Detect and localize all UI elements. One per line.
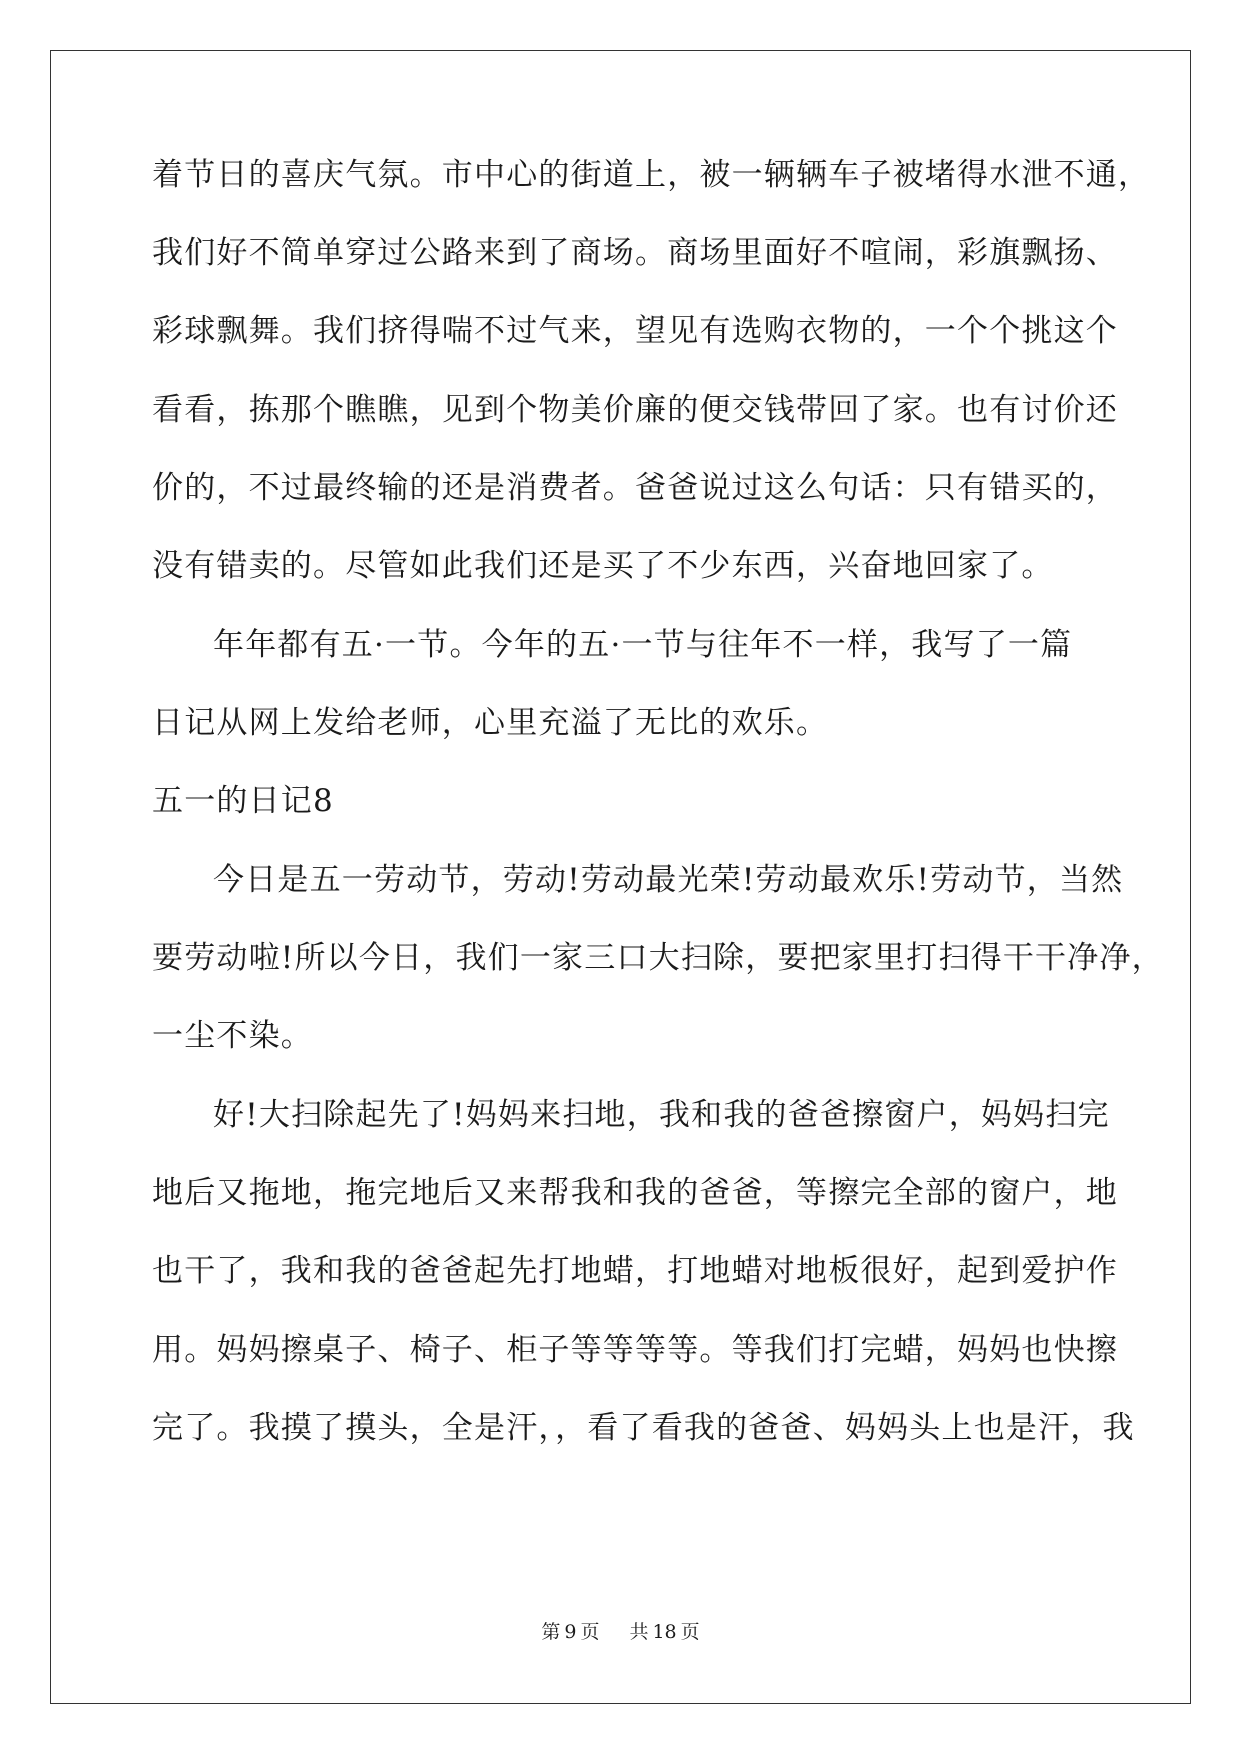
text-line: 也干了，我和我的爸爸起先打地蜡，打地蜡对地板很好，起到爱护作 — [152, 1253, 1118, 1289]
text-line: 地后又拖地，拖完地后又来帮我和我的爸爸，等擦完全部的窗户，地 — [152, 1175, 1118, 1211]
text-line: 一尘不染。 — [152, 1018, 313, 1054]
text-line: 完了。我摸了摸头，全是汗，，看了看我的爸爸、妈妈头上也是汗，我 — [152, 1410, 1135, 1446]
total-label-pre: 共 — [629, 1621, 649, 1643]
text-line: 彩球飘舞。我们挤得喘不过气来，望见有选购衣物的，一个个挑这个 — [152, 313, 1118, 349]
text-line: 用。妈妈擦桌子、椅子、柜子等等等等。等我们打完蜡，妈妈也快擦 — [152, 1332, 1118, 1368]
section-heading: 五一的日记8 — [152, 783, 334, 819]
page-label-post: 页 — [580, 1621, 600, 1643]
text-line: 要劳动啦!所以今日，我们一家三口大扫除，要把家里打扫得干干净净， — [152, 940, 1164, 976]
paragraph-first-line: 今日是五一劳动节，劳动!劳动最光荣!劳动最欢乐!劳动节，当然 — [213, 862, 1124, 898]
text-line: 看看，拣那个瞧瞧，见到个物美价廉的便交钱带回了家。也有讨价还 — [152, 392, 1118, 428]
paragraph-first-line: 年年都有五·一节。今年的五·一节与往年不一样，我写了一篇 — [213, 627, 1073, 663]
total-label-post: 页 — [680, 1621, 700, 1643]
page-footer — [0, 1620, 1241, 1644]
page-label-pre: 第 — [541, 1621, 561, 1643]
text-line: 日记从网上发给老师，心里充溢了无比的欢乐。 — [152, 705, 829, 741]
text-line: 我们好不简单穿过公路来到了商场。商场里面好不喧闹，彩旗飘扬、 — [152, 235, 1118, 271]
total-pages: 18 — [652, 1621, 677, 1643]
text-line: 着节日的喜庆气氛。市中心的街道上，被一辆辆车子被堵得水泄不通， — [152, 157, 1151, 193]
paragraph-first-line: 好!大扫除起先了!妈妈来扫地，我和我的爸爸擦窗户，妈妈扫完 — [213, 1097, 1110, 1133]
page-number: 9 — [564, 1621, 577, 1643]
text-line: 没有错卖的。尽管如此我们还是买了不少东西，兴奋地回家了。 — [152, 548, 1054, 584]
text-line: 价的，不过最终输的还是消费者。爸爸说过这么句话：只有错买的， — [152, 470, 1118, 506]
